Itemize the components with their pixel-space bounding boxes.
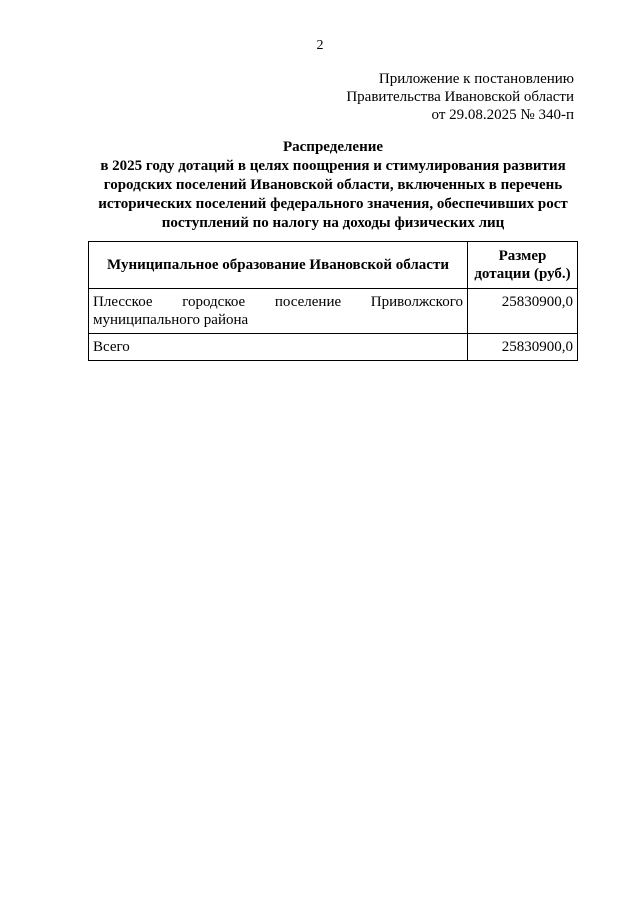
appendix-line-2: Правительства Ивановской области — [346, 89, 574, 105]
document-title — [88, 138, 578, 233]
header-amount-line-2: дотации (руб.) — [474, 266, 571, 282]
header-municipality: Муниципальное образование Ивановской области — [89, 242, 468, 289]
header-amount-line-1: Размер — [498, 248, 547, 264]
table-header-row — [89, 242, 578, 289]
header-amount — [468, 242, 578, 289]
table-row — [89, 289, 578, 334]
total-amount: 25830900,0 — [468, 334, 578, 361]
title-heading: Распределение — [282, 139, 384, 155]
cell-municipality: Плесское городское поселение Приволжского муниципального района — [89, 289, 468, 334]
title-line-3: исторических поселений федерального значения, обеспечивших рост — [98, 196, 568, 212]
cell-amount: 25830900,0 — [468, 289, 578, 334]
total-label: Всего — [89, 334, 468, 361]
page-number: 2 — [316, 38, 324, 53]
appendix-line-3: от 29.08.2025 № 340-п — [431, 107, 574, 123]
distribution-table — [88, 241, 578, 361]
title-line-1: в 2025 году дотаций в целях поощрения и стимулирования развития — [100, 158, 566, 174]
title-line-2: городских поселений Ивановской области, включенных в перечень — [103, 177, 563, 193]
table-total-row — [89, 334, 578, 361]
title-line-4: поступлений по налогу на доходы физических лиц — [161, 215, 505, 231]
appendix-line-1: Приложение к постановлению — [378, 71, 574, 87]
appendix-reference — [346, 70, 574, 124]
